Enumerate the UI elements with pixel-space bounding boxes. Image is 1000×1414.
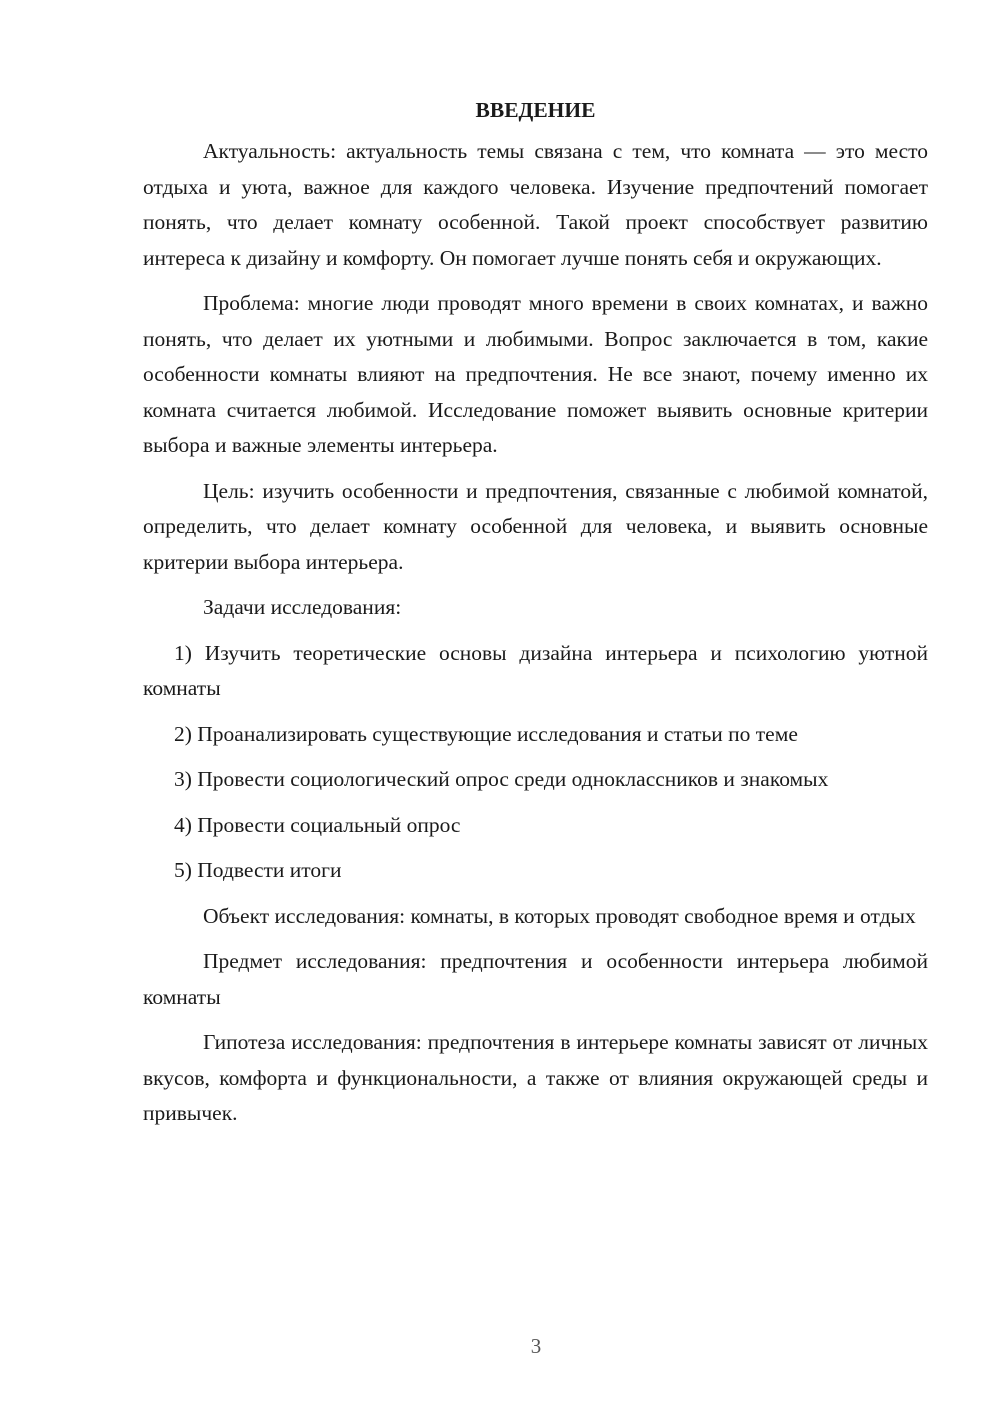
- task-item-5: 5) Подвести итоги: [174, 858, 342, 882]
- document-page: [143, 92, 928, 1132]
- paragraph-problem: Проблема: многие люди проводят много времени в своих комнатах, и важно понять, что делает их уютными и любимыми. Вопрос заключается в том, какие особенности комнаты влияют на предпочтения. Не все знают, почему именно их комната считается любимой. Исследование поможет выявить основные критерии выбора и важные элементы интерьера.: [143, 291, 928, 457]
- paragraph-relevance: Актуальность: актуальность темы связана с тем, что комната — это место отдыха и уюта, важное для каждого человека. Изучение предпочтений помогает понять, что делает комнату особенной. Такой проект способствует развитию интереса к дизайну и комфорту. Он помогает лучше понять себя и окружающих.: [143, 139, 928, 270]
- task-item-1: 1) Изучить теоретические основы дизайна интерьера и психологию уютной комнаты: [143, 640, 928, 700]
- paragraph-subject: Предмет исследования: предпочтения и особенности интерьера любимой комнаты: [143, 949, 928, 1009]
- paragraph-tasks-heading: Задачи исследования:: [203, 595, 402, 619]
- task-item-4: 4) Провести социальный опрос: [174, 812, 461, 837]
- task-item-2: 2) Проанализировать существующие исследования и статьи по теме: [174, 721, 798, 746]
- paragraph-object: Объект исследования: комнаты, в которых проводят свободное время и отдых: [203, 903, 916, 928]
- paragraph-hypothesis: Гипотеза исследования: предпочтения в интерьере комнаты зависят от личных вкусов, комфорта и функциональности, а также от влияния окружающей среды и привычек.: [143, 1030, 928, 1125]
- page-title: ВВЕДЕНИЕ: [475, 98, 596, 122]
- paragraph-goal: Цель: изучить особенности и предпочтения, связанные с любимой комнатой, определить, что делает комнату особенной для человека, и выявить основные критерии выбора интерьера.: [143, 478, 928, 574]
- page-number: 3: [530, 1334, 542, 1358]
- task-item-3: 3) Провести социологический опрос среди одноклассников и знакомых: [174, 767, 829, 791]
